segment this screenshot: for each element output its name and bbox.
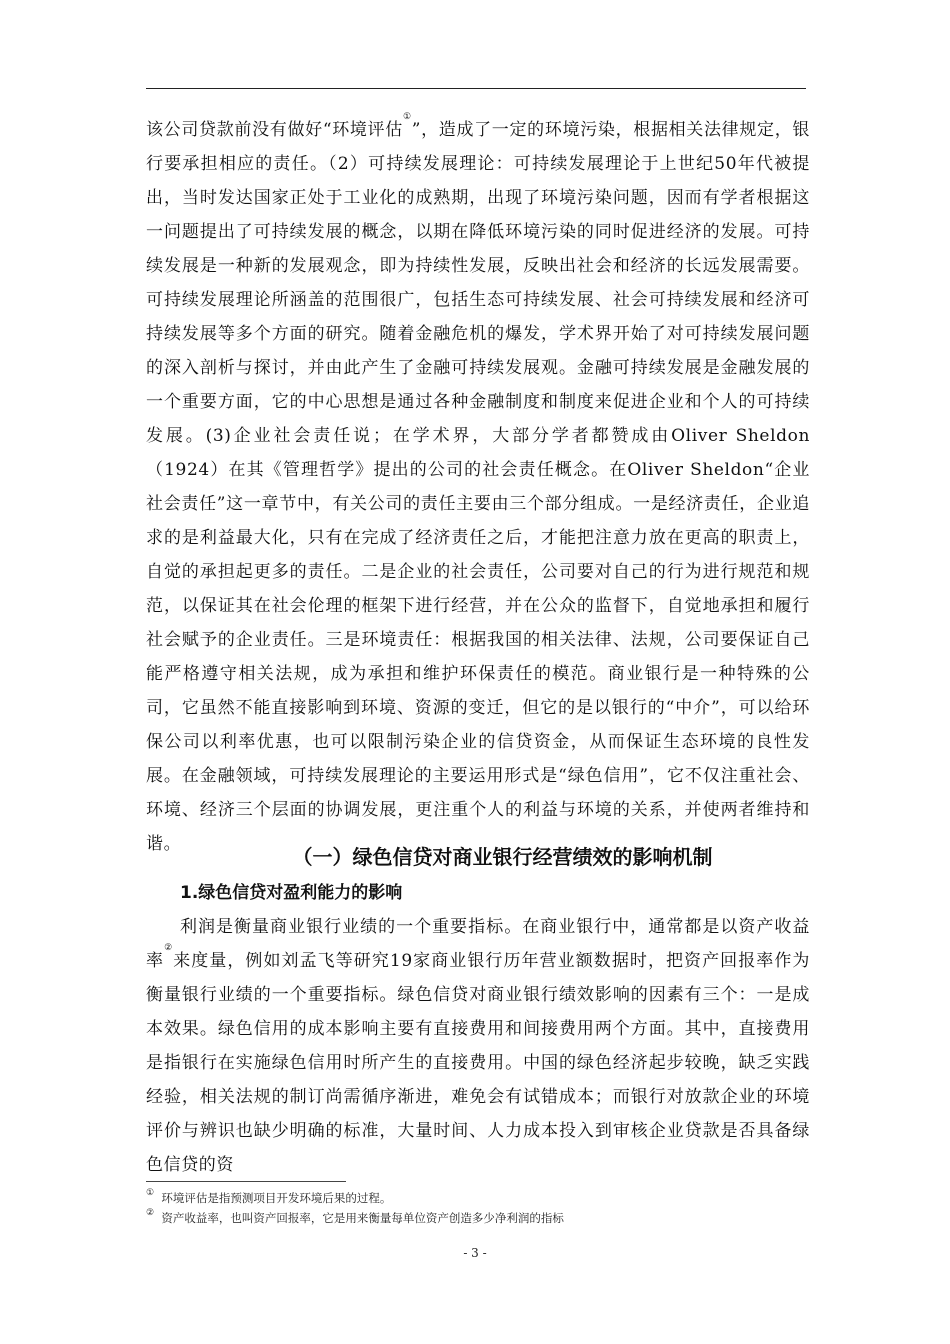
footnote-mark: ② — [146, 1208, 155, 1218]
paragraph-text: 利润是衡量商业银行业绩的一个重要指标。在商业银行中，通常都是以资产收益率 — [146, 917, 810, 971]
footnote-ref-2[interactable]: ② — [164, 943, 174, 953]
page-number: - 3 - — [463, 1246, 487, 1260]
header-rule — [146, 88, 806, 89]
footnote-2 — [146, 1209, 810, 1227]
paragraph-text: 该公司贷款前没有做好“环境评估 — [146, 120, 403, 140]
footnote-1 — [146, 1189, 810, 1207]
paragraph-text-continued: 来度量，例如刘孟飞等研究19家商业银行历年营业额数据时，把资产回报率作为衡量银行业绩的一个重要指标。绿色信贷对商业银行绩效影响的因素有三个：一是成本效果。绿色信用的成本影响主要有直接费用和间接费用两个方面。其中，直接费用是指银行在实施绿色信用时所产生的直接费用。中国的绿色经济起步较晚，缺乏实践经验，相关法规的制订尚需循序渐进，难免会有试错成本；而银行对放款企业的环境评价与辨识也缺少明确的标准，大量时间、人力成本投入到审核企业贷款是否具备绿色信贷的资 — [146, 951, 811, 1175]
footnote-ref-1[interactable]: ① — [402, 112, 412, 122]
subsection-heading: 1.绿色信贷对盈利能力的影响 — [180, 883, 403, 903]
footnote-mark: ① — [146, 1188, 155, 1198]
footnote-text: 资产收益率，也叫资产回报率，它是用来衡量每单位资产创造多少净利润的指标 — [161, 1211, 564, 1225]
body-paragraph-1 — [146, 113, 810, 861]
paragraph-text-continued: ”，造成了一定的环境污染，根据相关法律规定，银行要承担相应的责任。（2）可持续发展理论：可持续发展理论于上世纪50年代被提出，当时发达国家正处于工业化的成熟期，出现了环境污染问题，因而有学者根据这一问题提出了可持续发展的概念，以期在降低环境污染的同时促进经济的发展。可持续发展是一种新的发展观念，即为持续性发展，反映出社会和经济的长远发展需要。可持续发展理论所涵盖的范围很广，包括生态可持续发展、社会可持续发展和经济可持续发展等多个方面的研究。随着金融危机的爆发，学术界开始了对可持续发展问题的深入剖析与探讨，并由此产生了金融可持续发展观。金融可持续发展是金融发展的一个重要方面，它的中心思想是通过各种金融制度和制度来促进企业和个人的可持续发展。(3)企业社会责任说；在学术界，大部分学者都赞成由Oliver Sheldon（1924）在其《管理哲学》提出的公司的社会责任概念。在Oliver Sheldon“企业社会责任”这一章节中，有关公司的责任主要由三个部分组成。一是经济责任，企业追求的是利益最大化，只有在完成了经济责任之后，才能把注意力放在更高的职责上，自觉的承担起更多的责任。二是企业的社会责任，公司要对自己的行为进行规范和规范，以保证其在社会伦理的框架下进行经营，并在公众的监督下，自觉地承担和履行社会赋予的企业责任。三是环境责任：根据我国的相关法律、法规，公司要保证自己能严格遵守相关法规，成为承担和维护环保责任的模范。商业银行是一种特殊的公司，它虽然不能直接影响到环境、资源的变迁，但它的是以银行的“中介”，可以给环保公司以利率优惠，也可以限制污染企业的信贷资金，从而保证生态环境的良性发展。在金融领域，可持续发展理论的主要运用形式是“绿色信用”，它不仅注重社会、环境、经济三个层面的协调发展，更注重个人的利益与环境的关系，并使两者维持和谐。 — [146, 120, 811, 854]
section-heading: （一）绿色信贷对商业银行经营绩效的影响机制 — [292, 845, 713, 869]
body-paragraph-2 — [146, 910, 810, 1182]
footnote-text: 环境评估是指预测项目开发环境后果的过程。 — [161, 1191, 392, 1205]
footnote-rule — [146, 1181, 346, 1182]
